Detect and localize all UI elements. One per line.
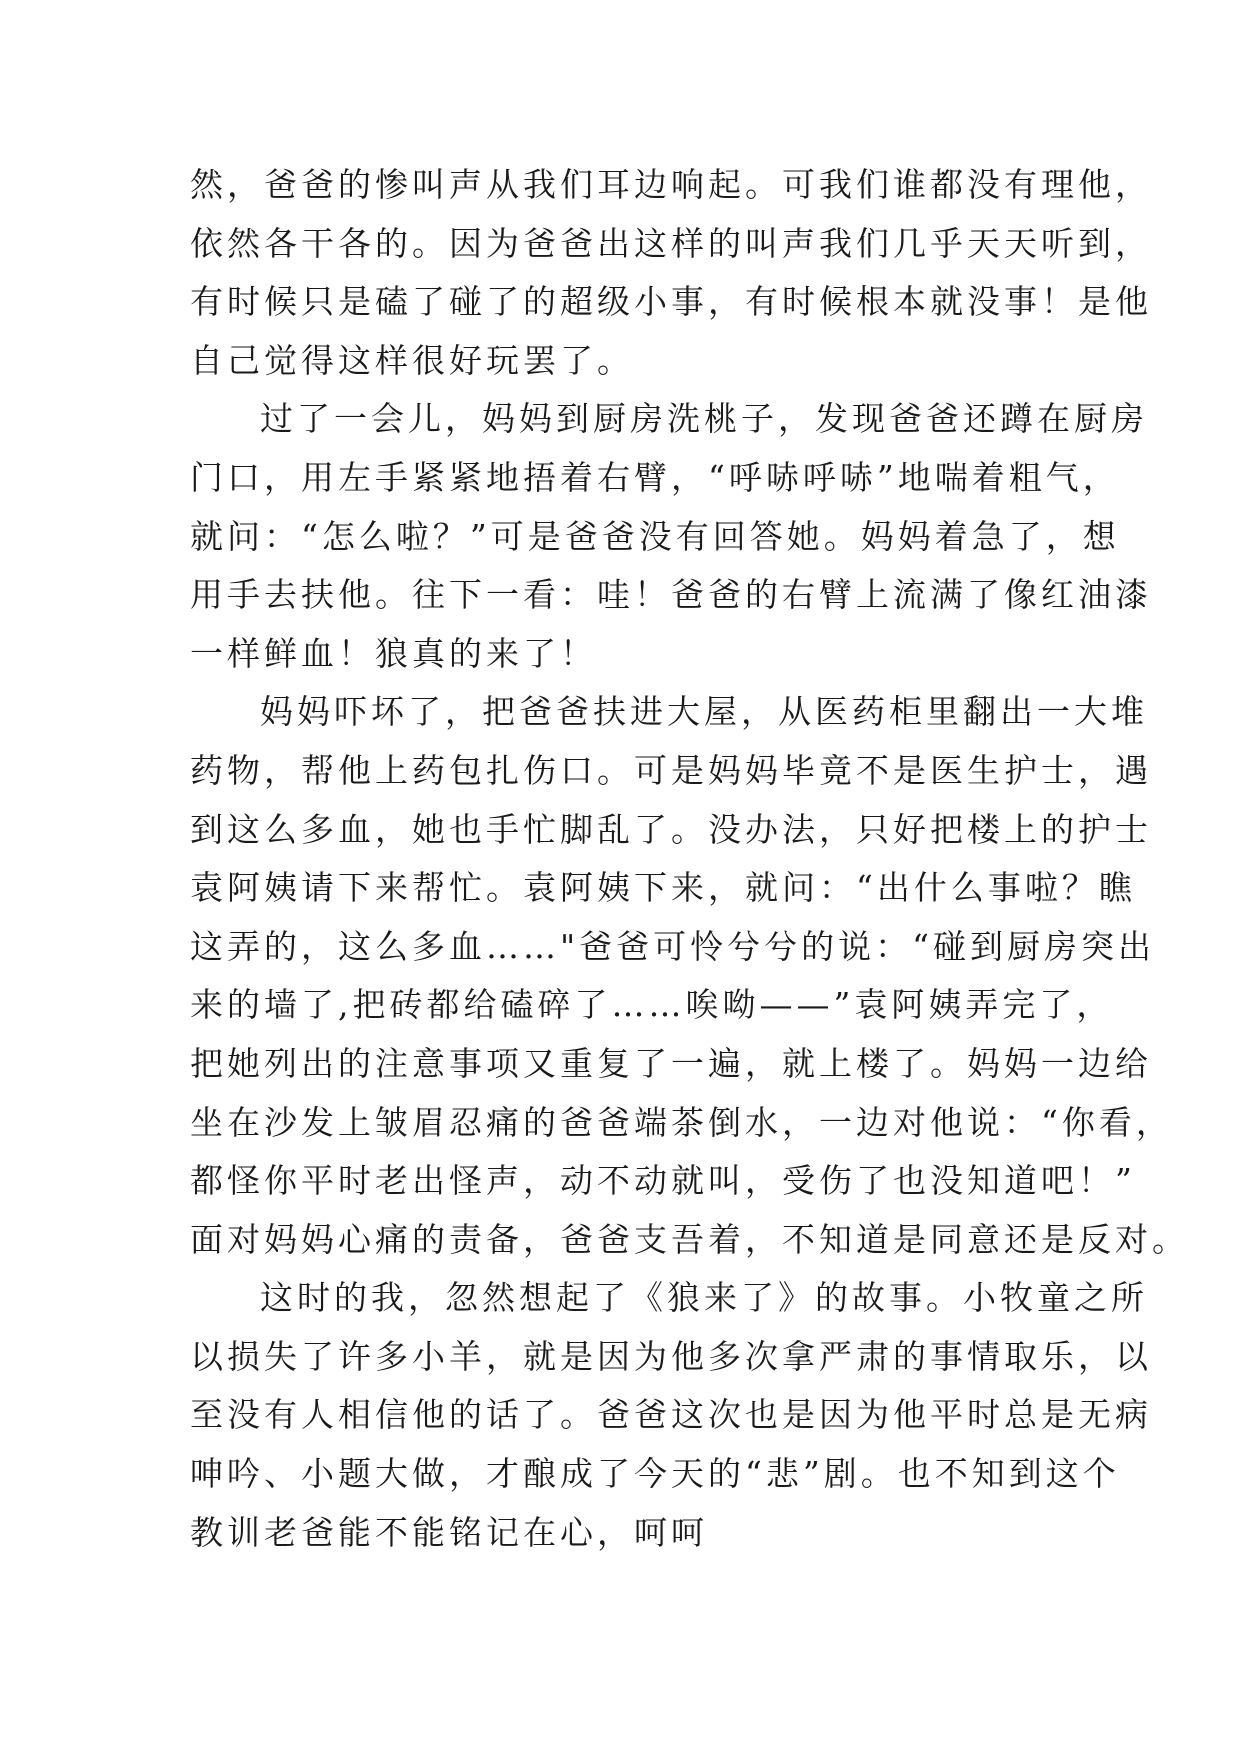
text-line: 这时的我，忽然想起了《狼来了》的故事。小牧童之所 <box>260 1278 1148 1318</box>
paragraph <box>190 683 1189 1269</box>
text-line: 面对妈妈心痛的责备，爸爸支吾着，不知道是同意还是反对。 <box>190 1219 1189 1259</box>
text-line: 到这么多血，她也手忙脚乱了。没办法，只好把楼上的护士 <box>190 809 1152 849</box>
text-line: 呻吟、小题大做，才酿成了今天的“悲”剧。也不知到这个 <box>190 1454 1120 1494</box>
text-line: 用手去扶他。往下一看：哇！爸爸的右臂上流满了像红油漆 <box>190 575 1152 615</box>
paragraph <box>190 156 1152 390</box>
text-line: 有时候只是磕了碰了的超级小事，有时候根本就没事！是他 <box>190 282 1152 322</box>
text-line: 袁阿姨请下来帮忙。袁阿姨下来，就问：“出什么事啦？瞧 <box>190 868 1136 908</box>
text-line: 坐在沙发上皱眉忍痛的爸爸端茶倒水，一边对他说：“你看， <box>190 1102 1173 1142</box>
text-line: 然，爸爸的惨叫声从我们耳边响起。可我们谁都没有理他， <box>190 165 1152 204</box>
text-line: 过了一会儿，妈妈到厨房洗桃子，发现爸爸还蹲在厨房 <box>260 399 1148 439</box>
text-line: 门口，用左手紧紧地捂着右臂，“呼哧呼哧”地喘着粗气， <box>190 457 1120 497</box>
paragraph <box>190 1269 1152 1562</box>
text-line: 教训老爸能不能铭记在心，呵呵 <box>190 1512 708 1552</box>
text-line: 至没有人相信他的话了。爸爸这次也是因为他平时总是无病 <box>190 1395 1152 1435</box>
text-line: 这弄的，这么多血……"爸爸可怜兮兮的说：“碰到厨房突出 <box>190 926 1156 966</box>
document-body <box>190 156 1189 1562</box>
text-line: 药物，帮他上药包扎伤口。可是妈妈毕竟不是医生护士，遇 <box>190 750 1152 790</box>
text-line: 来的墙了,把砖都给磕碎了……唉呦——”袁阿姨弄完了， <box>190 985 1114 1025</box>
text-line: 自己觉得这样很好玩罢了。 <box>190 340 634 380</box>
text-line: 就问：“怎么啦？”可是爸爸没有回答她。妈妈着急了，想 <box>190 516 1120 556</box>
text-line: 以损失了许多小羊，就是因为他多次拿严肃的事情取乐，以 <box>190 1336 1152 1376</box>
text-line: 依然各干各的。因为爸爸出这样的叫声我们几乎天天听到， <box>190 223 1152 263</box>
text-line: 把她列出的注意事项又重复了一遍，就上楼了。妈妈一边给 <box>190 1043 1152 1083</box>
text-line: 都怪你平时老出怪声，动不动就叫，受伤了也没知道吧！” <box>190 1161 1136 1201</box>
paragraph <box>190 390 1152 683</box>
text-line: 妈妈吓坏了，把爸爸扶进大屋，从医药柜里翻出一大堆 <box>260 692 1148 732</box>
text-line: 一样鲜血！狼真的来了！ <box>190 633 597 673</box>
